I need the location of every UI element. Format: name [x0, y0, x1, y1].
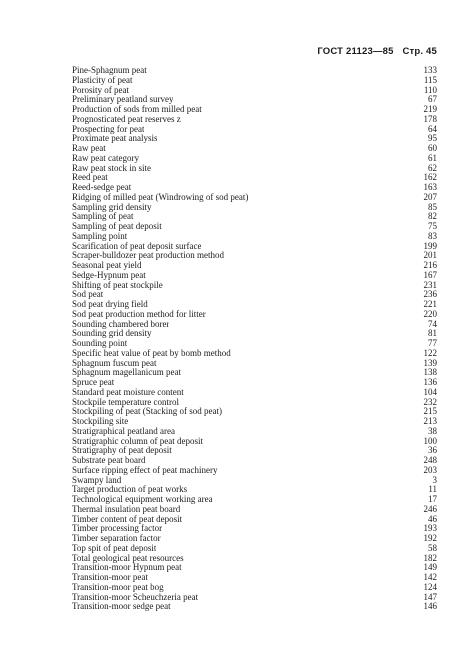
index-entry — [72, 437, 437, 447]
index-entry — [72, 251, 437, 261]
index-page-number: 82 — [428, 211, 437, 222]
index-entry — [72, 329, 437, 339]
index-page-number: 201 — [423, 250, 437, 261]
index-term: Transition-moor sedge peat — [72, 602, 171, 612]
index-term: Proximate peat analysis — [72, 134, 158, 144]
index-entry — [72, 115, 437, 125]
index-entry — [72, 154, 437, 164]
index-entry — [72, 232, 437, 242]
index-page-number: 248 — [423, 455, 437, 465]
index-term: Seasonal peat yield — [72, 261, 142, 270]
index-entry — [72, 339, 437, 349]
index-term: Timber content of peat deposit — [72, 514, 183, 524]
index-entry — [72, 515, 437, 525]
index-page-number: 147 — [423, 591, 437, 602]
index-entry — [72, 573, 437, 583]
index-entry — [72, 427, 437, 437]
index-term: Transition-moor Hypnum peat — [72, 563, 182, 573]
index-term: Stratigraphy of peat deposit — [72, 446, 172, 456]
index-page-number: 81 — [428, 328, 437, 339]
index-term: Plasticity of peat — [72, 75, 133, 85]
index-entry — [72, 359, 437, 369]
index-term: Reed peat — [72, 173, 108, 183]
standard-number: ГОСТ 21123—85 — [317, 46, 394, 57]
index-term: Reed-sedge peat — [72, 183, 132, 192]
index-page-number: 110 — [423, 84, 437, 95]
index-page-number: 46 — [428, 513, 437, 524]
index-term: Prospecting for peat — [72, 124, 145, 134]
index-page-number: 133 — [423, 65, 437, 75]
index-entry — [72, 271, 437, 281]
index-term: Timber processing factor — [72, 524, 163, 534]
index-page-number: 193 — [423, 523, 437, 534]
index-page-number: 139 — [423, 357, 437, 368]
index-page-number: 85 — [428, 201, 437, 212]
index-page-number: 236 — [423, 289, 437, 300]
index-entry — [72, 495, 437, 505]
index-term: Thermal insulation peat board — [72, 504, 181, 514]
index-term: Sod peat drying field — [72, 300, 148, 309]
index-entry — [72, 134, 437, 144]
index-page-number: 231 — [423, 279, 437, 290]
index-term: Scarification of peat deposit surface — [72, 241, 202, 251]
index-term: Sounding chambered borer — [72, 319, 170, 329]
index-entry — [72, 476, 437, 486]
index-term: Prognosticated peat reserves z — [72, 114, 181, 124]
index-entry — [72, 261, 437, 271]
index-term: Top spit of peat deposit — [72, 543, 157, 553]
index-page-number: 36 — [428, 445, 437, 456]
index-page-number: 136 — [423, 377, 437, 387]
index-page-number: 207 — [423, 191, 437, 202]
index-term: Sounding point — [72, 339, 128, 348]
index-entry — [72, 76, 437, 86]
index-page-number: 104 — [423, 386, 437, 397]
index-term: Sod peat — [72, 290, 104, 300]
index-entry — [72, 368, 437, 378]
index-page-number: 199 — [423, 240, 437, 251]
index-entry — [72, 407, 437, 417]
index-term: Shifting of peat stockpile — [72, 280, 163, 290]
index-page-number: 62 — [428, 162, 437, 173]
index-entry — [72, 593, 437, 603]
index-term: Stockpile temperature control — [72, 397, 179, 407]
index-term: Scraper-bulldozer peat production method — [72, 251, 225, 261]
index-term: Raw peat category — [72, 153, 139, 163]
index-page-number: 60 — [428, 143, 437, 153]
index-term: Sphagnum magellanicum peat — [72, 368, 181, 378]
index-page-number: 167 — [423, 269, 437, 280]
index-entry — [72, 544, 437, 554]
index-page-number: 215 — [423, 406, 437, 417]
index-page-number: 213 — [423, 416, 437, 426]
index-entry — [72, 144, 437, 154]
index-term: Ridging of milled peat (Windrowing of sod peat) — [72, 192, 249, 202]
index-term: Total geological peat resources — [72, 553, 184, 563]
index-term: Technological equipment working area — [72, 495, 213, 504]
index-list — [72, 66, 437, 612]
index-page-number: 58 — [428, 542, 437, 553]
index-page-number: 11 — [428, 484, 437, 495]
index-page-number: 203 — [423, 464, 437, 475]
index-entry — [72, 164, 437, 174]
index-entry — [72, 86, 437, 96]
index-entry — [72, 183, 437, 193]
page-header — [317, 46, 437, 57]
index-term: Transition-moor peat bog — [72, 582, 164, 592]
index-term: Surface ripping effect of peat machinery — [72, 465, 218, 475]
index-entry — [72, 446, 437, 456]
index-term: Standard peat moisture content — [72, 387, 184, 397]
index-entry — [72, 173, 437, 183]
index-page-number: 74 — [428, 318, 437, 329]
index-entry — [72, 290, 437, 300]
index-entry — [72, 66, 437, 76]
index-page-number: 246 — [423, 503, 437, 514]
index-term: Sampling grid density — [72, 202, 152, 212]
index-page-number: 61 — [428, 152, 437, 163]
index-page-number: 219 — [423, 104, 437, 114]
index-entry — [72, 524, 437, 534]
index-term: Sounding grid density — [72, 329, 152, 339]
index-term: Sampling of peat deposit — [72, 222, 162, 231]
index-entry — [72, 583, 437, 593]
index-entry — [72, 212, 437, 222]
index-term: Sedge-Hypnum peat — [72, 270, 146, 280]
index-page-number: 138 — [423, 367, 437, 378]
index-term: Preliminary peatland survey — [72, 95, 174, 105]
index-page-number: 178 — [423, 113, 437, 124]
index-page-number: 162 — [423, 172, 437, 183]
index-term: Sampling of peat — [72, 212, 134, 222]
index-entry — [72, 242, 437, 252]
index-page-number: 122 — [423, 347, 437, 358]
index-entry — [72, 300, 437, 310]
index-page-number: 95 — [428, 133, 437, 144]
index-entry — [72, 485, 437, 495]
index-entry — [72, 563, 437, 573]
index-page-number: 142 — [423, 572, 437, 582]
index-term: Stockpiling of peat (Stacking of sod peat) — [72, 407, 222, 417]
index-entry — [72, 222, 437, 232]
index-term: Pine-Sphagnum peat — [72, 66, 147, 75]
index-page-number: 221 — [423, 299, 437, 309]
index-term: Spruce peat — [72, 378, 115, 387]
index-page-number: 77 — [428, 338, 437, 348]
index-entry — [72, 554, 437, 564]
index-page-number: 3 — [432, 474, 437, 485]
index-entry — [72, 281, 437, 291]
index-page-number: 38 — [428, 425, 437, 436]
index-term: Stratigraphic column of peat deposit — [72, 436, 203, 446]
index-page-number: 216 — [423, 260, 437, 270]
index-page-number: 146 — [423, 601, 437, 612]
index-page-number: 67 — [428, 94, 437, 105]
index-entry — [72, 193, 437, 203]
index-term: Sod peat production method for litter — [72, 309, 206, 319]
index-entry — [72, 466, 437, 476]
index-term: Stockpiling site — [72, 417, 129, 426]
index-page-number: 149 — [423, 562, 437, 573]
page-number: Стр. 45 — [402, 46, 437, 57]
index-term: Raw peat — [72, 144, 106, 153]
index-entry — [72, 125, 437, 135]
index-term: Sphagnum fuscum peat — [72, 358, 157, 368]
index-term: Target production of peat works — [72, 485, 188, 495]
index-term: Swampy land — [72, 475, 122, 485]
index-term: Transition-moor peat — [72, 573, 148, 582]
index-term: Transition-moor Scheuchzeria peat — [72, 592, 199, 602]
index-entry — [72, 456, 437, 466]
index-term: Porosity of peat — [72, 85, 129, 95]
index-page-number: 163 — [423, 182, 437, 192]
index-entry — [72, 417, 437, 427]
index-entry — [72, 602, 437, 612]
index-entry — [72, 388, 437, 398]
index-term: Raw peat stock in site — [72, 163, 151, 173]
index-term: Specific heat value of peat by bomb method — [72, 348, 231, 358]
index-page-number: 115 — [423, 74, 437, 85]
index-page-number: 17 — [428, 494, 437, 504]
index-page-number: 64 — [428, 123, 437, 134]
index-entry — [72, 203, 437, 213]
index-page-number: 83 — [428, 230, 437, 241]
index-term: Stratigraphical peatland area — [72, 426, 175, 436]
index-entry — [72, 505, 437, 515]
index-page-number: 232 — [423, 396, 437, 407]
index-entry — [72, 398, 437, 408]
index-entry — [72, 310, 437, 320]
index-term: Production of sods from milled peat — [72, 105, 202, 114]
index-entry — [72, 378, 437, 388]
index-page-number: 100 — [423, 435, 437, 446]
index-page-number: 182 — [423, 552, 437, 563]
index-entry — [72, 349, 437, 359]
index-entry — [72, 105, 437, 115]
index-term: Substrate peat board — [72, 456, 146, 465]
index-page-number: 75 — [428, 221, 437, 231]
index-page-number: 220 — [423, 308, 437, 319]
index-entry — [72, 320, 437, 330]
index-entry — [72, 534, 437, 544]
index-term: Sampling point — [72, 231, 128, 241]
index-term: Timber separation factor — [72, 534, 161, 543]
index-page-number: 124 — [423, 581, 437, 592]
index-entry — [72, 95, 437, 105]
index-page-number: 192 — [423, 533, 437, 543]
